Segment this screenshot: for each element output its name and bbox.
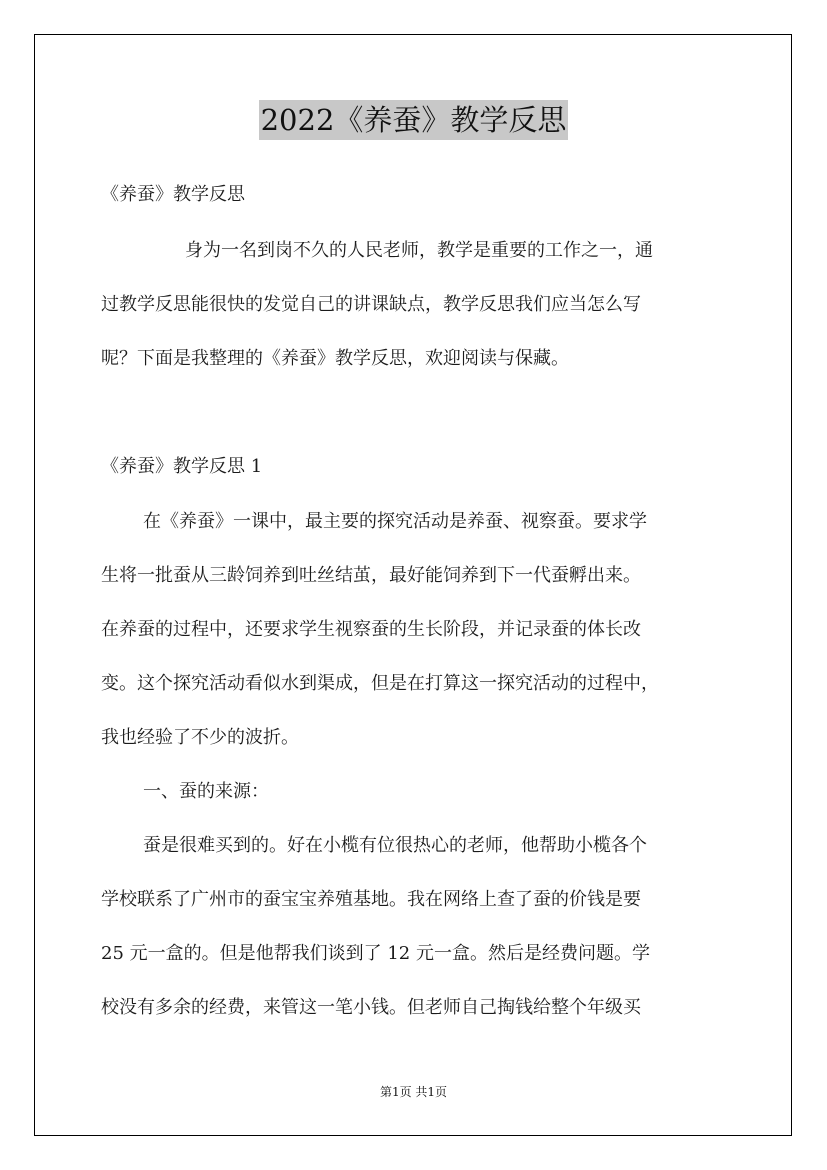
para2-line-2: 学校联系了广州市的蚕宝宝养殖基地。我在网络上查了蚕的价钱是要 — [101, 889, 641, 910]
subtitle-text: 《养蚕》教学反思 — [101, 184, 245, 205]
para1-line-3: 在养蚕的过程中，还要求学生视察蚕的生长阶段，并记录蚕的体长改 — [101, 619, 641, 640]
intro-line-1: 身为一名到岗不久的人民老师，教学是重要的工作之一，通 — [185, 240, 653, 261]
para1-line-4: 变。这个探究活动看似水到渠成，但是在打算这一探究活动的过程中， — [101, 673, 659, 694]
para1-line-2: 生将一批蚕从三龄饲养到吐丝结茧，最好能饲养到下一代蚕孵出来。 — [101, 565, 641, 586]
para1-line-5: 我也经验了不少的波折。 — [101, 727, 299, 748]
title-wrap — [0, 100, 827, 140]
para1-line-1: 在《养蚕》一课中，最主要的探究活动是养蚕、视察蚕。要求学 — [143, 511, 647, 532]
para2-line-1: 蚕是很难买到的。好在小榄有位很热心的老师，他帮助小榄各个 — [143, 835, 647, 856]
intro-line-2: 过教学反思能很快的发觉自己的讲课缺点，教学反思我们应当怎么写 — [101, 294, 641, 315]
document-title: 2022《养蚕》教学反思 — [259, 100, 569, 140]
page-footer: 第1页 共1页 — [379, 1085, 448, 1099]
subtitle-2-text: 《养蚕》教学反思 1 — [101, 456, 263, 477]
heading-1-text: 一、蚕的来源： — [143, 781, 269, 802]
para2-line-4: 校没有多余的经费，来管这一笔小钱。但老师自己掏钱给整个年级买 — [101, 997, 641, 1018]
intro-line-3: 呢？下面是我整理的《养蚕》教学反思，欢迎阅读与保藏。 — [101, 348, 569, 369]
para2-line-3: 25 元一盒的。但是他帮我们谈到了 12 元一盒。然后是经费问题。学 — [101, 943, 650, 964]
